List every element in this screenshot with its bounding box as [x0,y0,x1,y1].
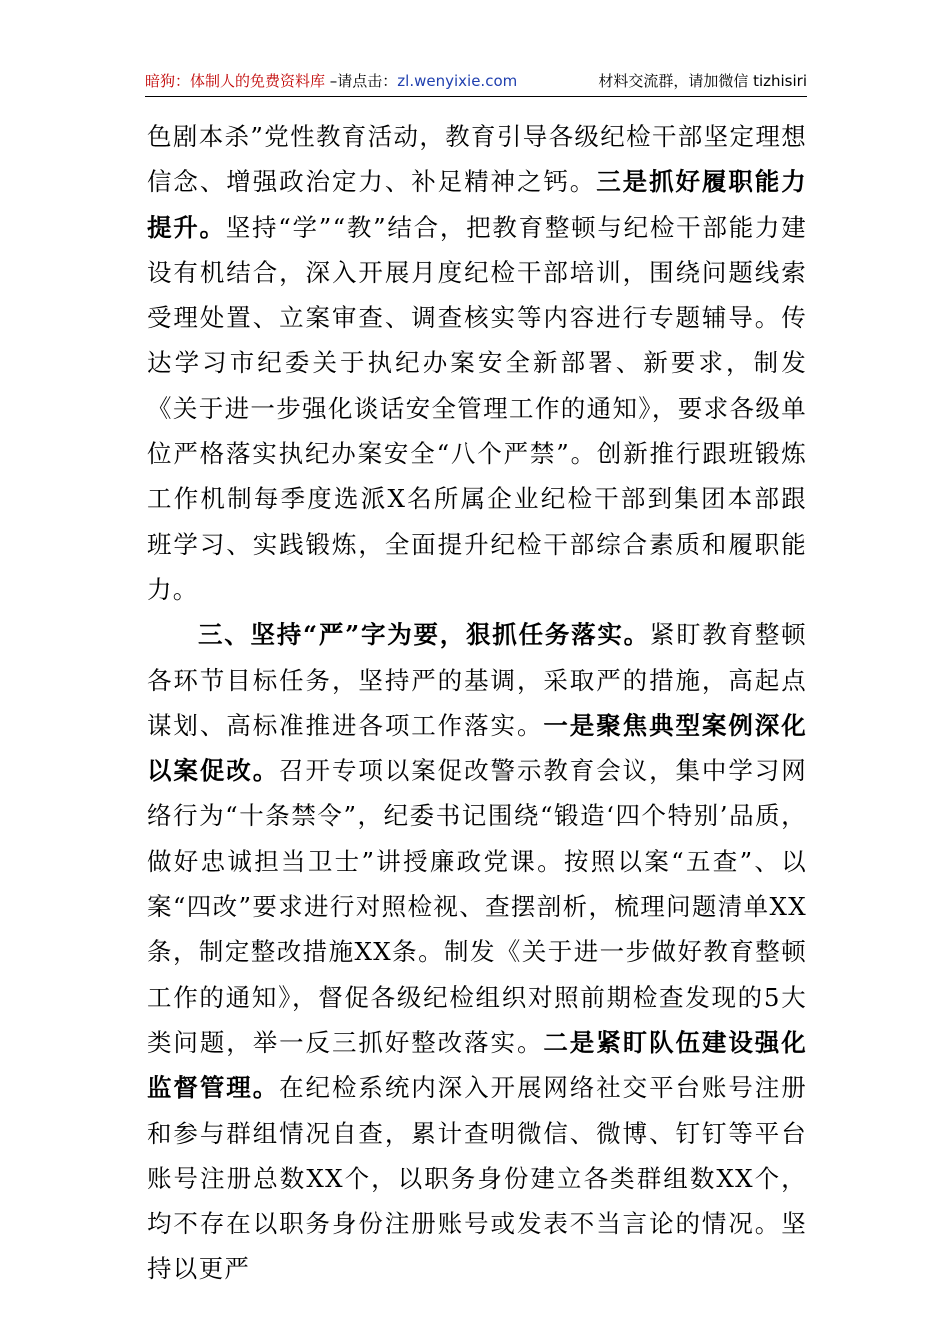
text-run: 紧盯教育整顿各环节目标任务，坚持严的基调，采取严的措施，高起点谋划、高标准推进各项工作落实。 [147,620,807,740]
header-url-link[interactable]: zl.wenyixie.com [397,72,518,90]
document-body [147,114,807,1292]
header-contact: 材料交流群，请加微信 tizhisiri [598,72,807,90]
text-run: 召开专项以案促改警示教育会议，集中学习网络行为“十条禁令”，纪委书记围绕“锻造‘四个特别’品质，做好忠诚担当卫士”讲授廉政党课。按照以案“五查”、以案“四改”要求进行对照检视、查摆剖析，梳理问题清单XX条，制定整改措施XX条。制发《关于进一步做好教育整顿工作的通知》，督促各级纪检组织对照前期检查发现的5大类问题，举一反三抓好整改落实。 [147,756,807,1057]
text-run: 色剧本杀”党性教育活动，教育引导各级纪检干部坚定理想信念、增强政治定力、补足精神之钙。 [147,122,807,197]
section-heading-run: 三、坚持“严”字为要，狠抓任务落实。 [198,620,650,650]
bold-heading-run: 一是聚焦典型案例深化以案促改。 [147,710,807,786]
text-run: 坚持“学”“教”结合，把教育整顿与纪检干部能力建设有机结合，深入开展月度纪检干部培训，围绕问题线索受理处置、立案审查、调查核实等内容进行专题辅导。传达学习市纪委关于执纪办案安全新部署、新要求，制发《关于进一步强化谈话安全管理工作的通知》，要求各级单位严格落实执纪办案安全“八个严禁”。创新推行跟班锻炼工作机制每季度选派X名所属企业纪检干部到集团本部跟班学习、实践锻炼，全面提升纪检干部综合素质和履职能力。 [147,212,807,604]
header-cta: –请点击： [325,72,398,90]
header-brand: 暗狗：体制人的免费资料库 [145,72,326,90]
paragraph [147,114,807,612]
paragraph [147,612,807,1291]
text-run: 在纪检系统内深入开展网络社交平台账号注册和参与群组情况自查，累计查明微信、微博、钉钉等平台账号注册总数XX个，以职务身份建立各类群组数XX个，均不存在以职务身份注册账号或发表不当言论的情况。坚持以更严 [147,1073,807,1284]
page-header [145,66,807,97]
bold-heading-run: 二是紧盯队伍建设强化监督管理。 [147,1027,807,1103]
bold-heading-run: 三是抓好履职能力提升。 [147,167,807,242]
